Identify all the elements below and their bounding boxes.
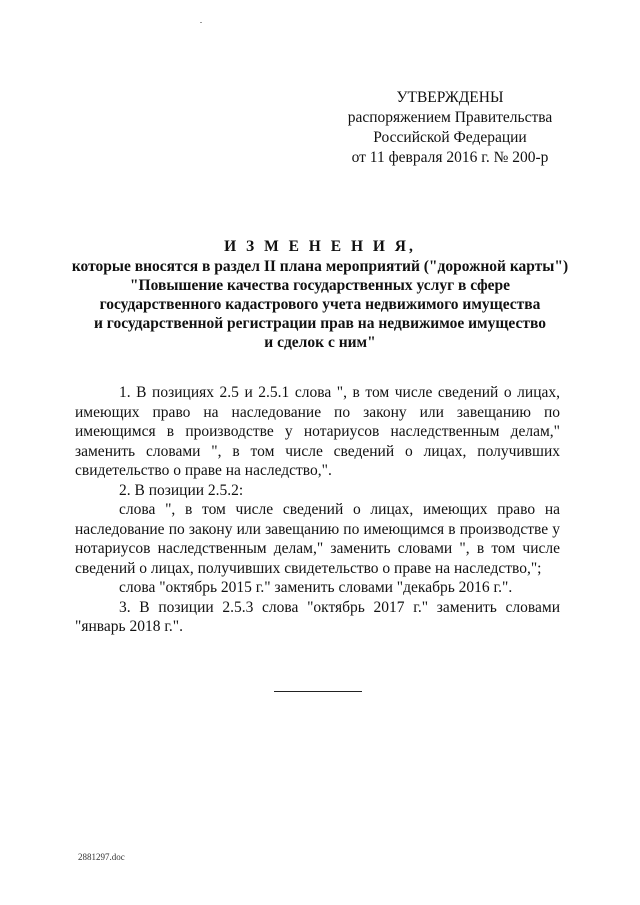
- approval-stamp-block: [320, 88, 580, 168]
- closing-divider: [274, 691, 362, 692]
- title-line: и государственной регистрации прав на недвижимое имущество: [94, 315, 546, 332]
- scan-speck: [200, 22, 202, 23]
- body-paragraph: слова "октябрь 2015 г." заменить словами "декабрь 2016 г.".: [119, 579, 513, 596]
- body-paragraph: 3. В позиции 2.5.3 слова "октябрь 2017 г." заменить словами "январь 2018 г.".: [75, 598, 560, 635]
- body-paragraph: слова ", в том числе сведений о лицах, имеющих право на наследование по закону или завещанию по имеющимся в производстве у нотариусов наследственным делам," заменить словами ", в том числе сведений о лицах, получивших свидетельство о праве на наследство,";: [75, 501, 560, 577]
- title-line: и сделок с ним": [264, 334, 376, 351]
- approval-line-date-number: от 11 февраля 2016 г. № 200-р: [351, 149, 549, 166]
- body-paragraph: 1. В позициях 2.5 и 2.5.1 слова ", в том числе сведений о лицах, имеющих право на наследование по закону или завещанию по имеющимся в производстве у нотариусов наследственным делам," заменить словами ", в том числе сведений о лицах, получивших свидетельство о праве на наследство,".: [75, 384, 560, 479]
- title-line: "Повышение качества государственных услуг в сфере: [129, 277, 511, 294]
- document-body: [75, 383, 560, 637]
- title-heading: И З М Е Н Е Н И Я,: [224, 238, 416, 255]
- body-paragraph: 2. В позиции 2.5.2:: [119, 481, 244, 499]
- footer-doc-id: 2881297.doc: [78, 852, 125, 862]
- title-line: которые вносятся в раздел II плана мероприятий ("дорожной карты"): [71, 258, 569, 275]
- document-title: [60, 237, 580, 352]
- approval-line-country: Российской Федерации: [373, 129, 527, 146]
- approval-heading: УТВЕРЖДЕНЫ: [396, 89, 504, 106]
- title-line: государственного кадастрового учета недвижимого имущества: [99, 296, 541, 313]
- approval-line-issuer: распоряжением Правительства: [347, 109, 553, 126]
